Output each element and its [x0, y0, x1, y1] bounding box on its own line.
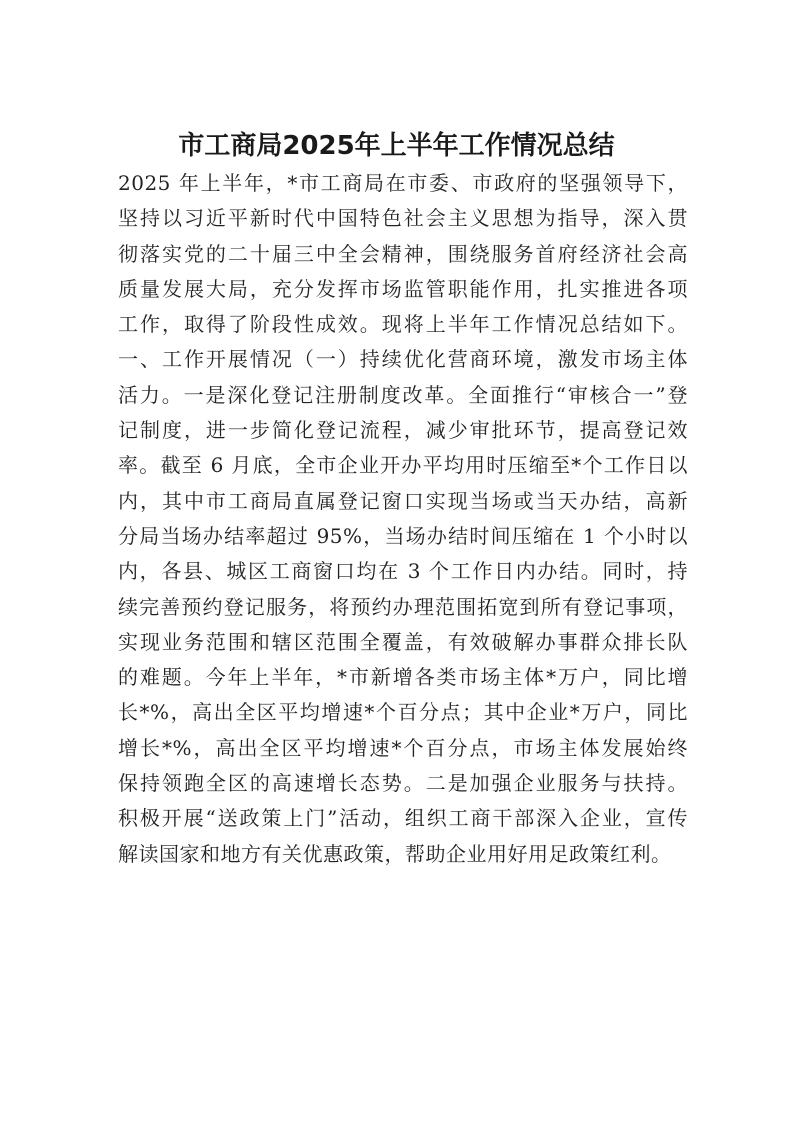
body-line: 保持领跑全区的高速增长态势。二是加强企业服务与扶持。 — [118, 771, 688, 796]
body-line: 一、工作开展情况（一）持续优化营商环境，激发市场主体 — [118, 347, 688, 372]
body-line: 坚持以习近平新时代中国特色社会主义思想为指导，深入贯 — [118, 206, 688, 231]
body-line: 分局当场办结率超过 95%，当场办结时间压缩在 1 个小时以 — [118, 523, 688, 548]
body-line: 内，各县、城区工商窗口均在 3 个工作日内办结。同时，持 — [118, 559, 688, 584]
body-line: 实现业务范围和辖区范围全覆盖，有效破解办事群众排长队 — [118, 629, 688, 654]
body-line: 续完善预约登记服务，将预约办理范围拓宽到所有登记事项， — [118, 594, 688, 619]
body-line: 增长*%，高出全区平均增速*个百分点，市场主体发展始终 — [118, 735, 688, 760]
body-line: 彻落实党的二十届三中全会精神，围绕服务首府经济社会高 — [118, 241, 688, 266]
body-line: 工作，取得了阶段性成效。现将上半年工作情况总结如下。 — [118, 312, 688, 337]
body-line: 2025 年上半年，*市工商局在市委、市政府的坚强领导下， — [118, 171, 688, 195]
body-line: 内，其中市工商局直属登记窗口实现当场或当天办结，高新 — [118, 488, 688, 513]
document-body — [118, 166, 688, 872]
body-line: 质量发展大局，充分发挥市场监管职能作用，扎实推进各项 — [118, 276, 688, 301]
body-line: 积极开展“送政策上门”活动，组织工商干部深入企业，宣传 — [118, 806, 688, 831]
body-line: 的难题。今年上半年，*市新增各类市场主体*万户，同比增 — [118, 665, 688, 690]
body-line: 活力。一是深化登记注册制度改革。全面推行“审核合一”登 — [118, 382, 688, 407]
body-line: 记制度，进一步简化登记流程，减少审批环节，提高登记效 — [118, 418, 688, 443]
body-line: 长*%，高出全区平均增速*个百分点；其中企业*万户，同比 — [118, 700, 688, 725]
document-title: 市工商局2025年上半年工作情况总结 — [178, 131, 615, 161]
body-line: 率。截至 6 月底，全市企业开办平均用时压缩至*个工作日以 — [118, 453, 688, 478]
body-line: 解读国家和地方有关优惠政策，帮助企业用好用足政策红利。 — [118, 841, 672, 866]
